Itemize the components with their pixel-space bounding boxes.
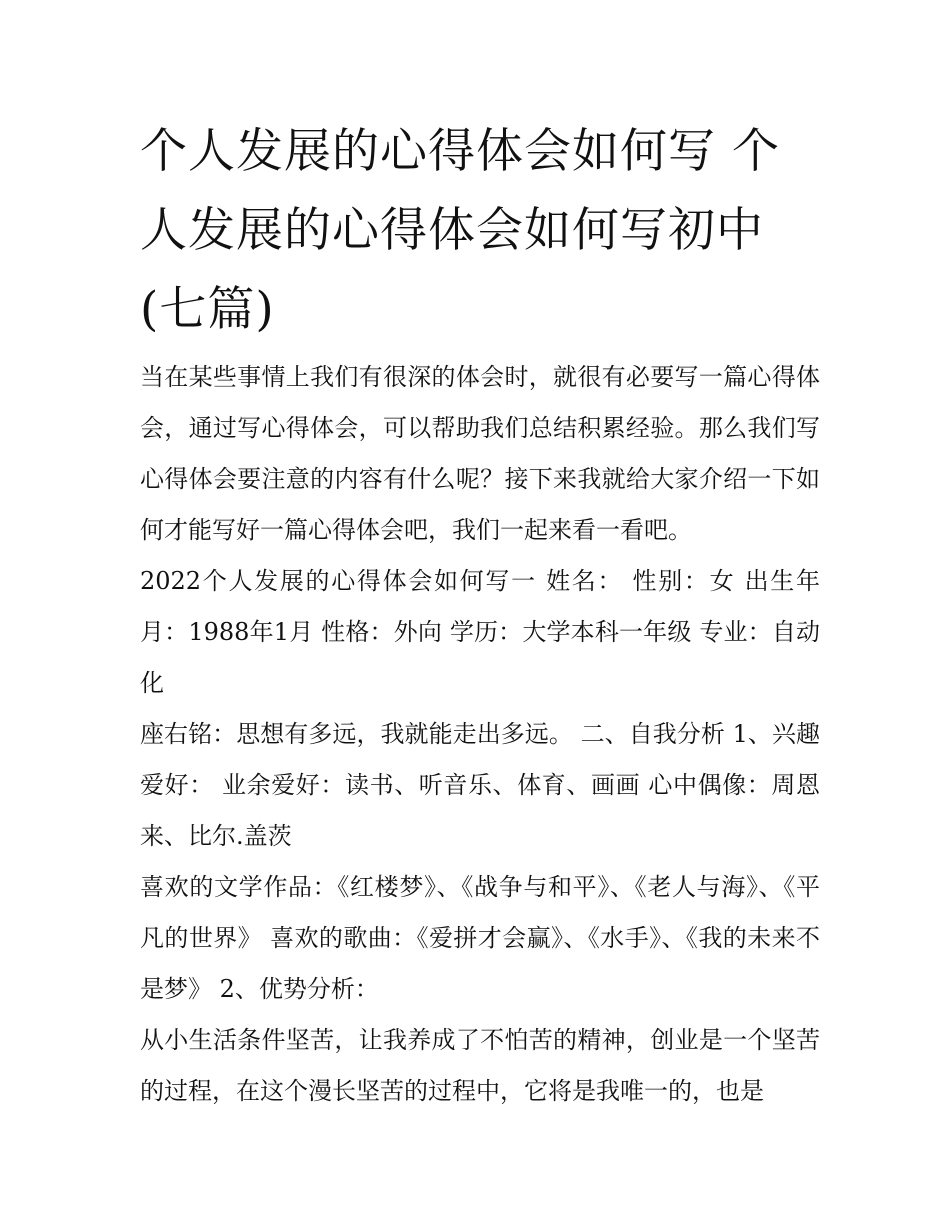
paragraph-favorites: 喜欢的文学作品：《红楼梦》、《战争与和平》、《老人与海》、《平凡的世界》 喜欢的歌曲：《爱拼才会赢》、《水手》、《我的未来不是梦》 2、优势分析：: [140, 873, 820, 1003]
document-body: [140, 352, 820, 1117]
paragraph-self-analysis: 座右铭：思想有多远，我就能走出多远。 二、自我分析 1、兴趣爱好： 业余爱好：读书、听音乐、体育、画画 心中偶像：周恩来、比尔.盖茨: [140, 720, 820, 850]
paragraph-personal-info: 2022个人发展的心得体会如何写一 姓名： 性别：女 出生年月：1988年1月 性格：外向 学历：大学本科一年级 专业：自动化: [140, 567, 820, 697]
paragraph-strengths: 从小生活条件坚苦，让我养成了不怕苦的精神，创业是一个坚苦的过程，在这个漫长坚苦的过程中，它将是我唯一的，也是: [140, 1026, 820, 1105]
document-title: 个人发展的心得体会如何写 个人发展的心得体会如何写初中(七篇): [140, 124, 780, 337]
paragraph-intro: 当在某些事情上我们有很深的体会时，就很有必要写一篇心得体会，通过写心得体会，可以帮助我们总结积累经验。那么我们写心得体会要注意的内容有什么呢？接下来我就给大家介绍一下如何才能写好一篇心得体会吧，我们一起来看一看吧。: [140, 363, 820, 544]
